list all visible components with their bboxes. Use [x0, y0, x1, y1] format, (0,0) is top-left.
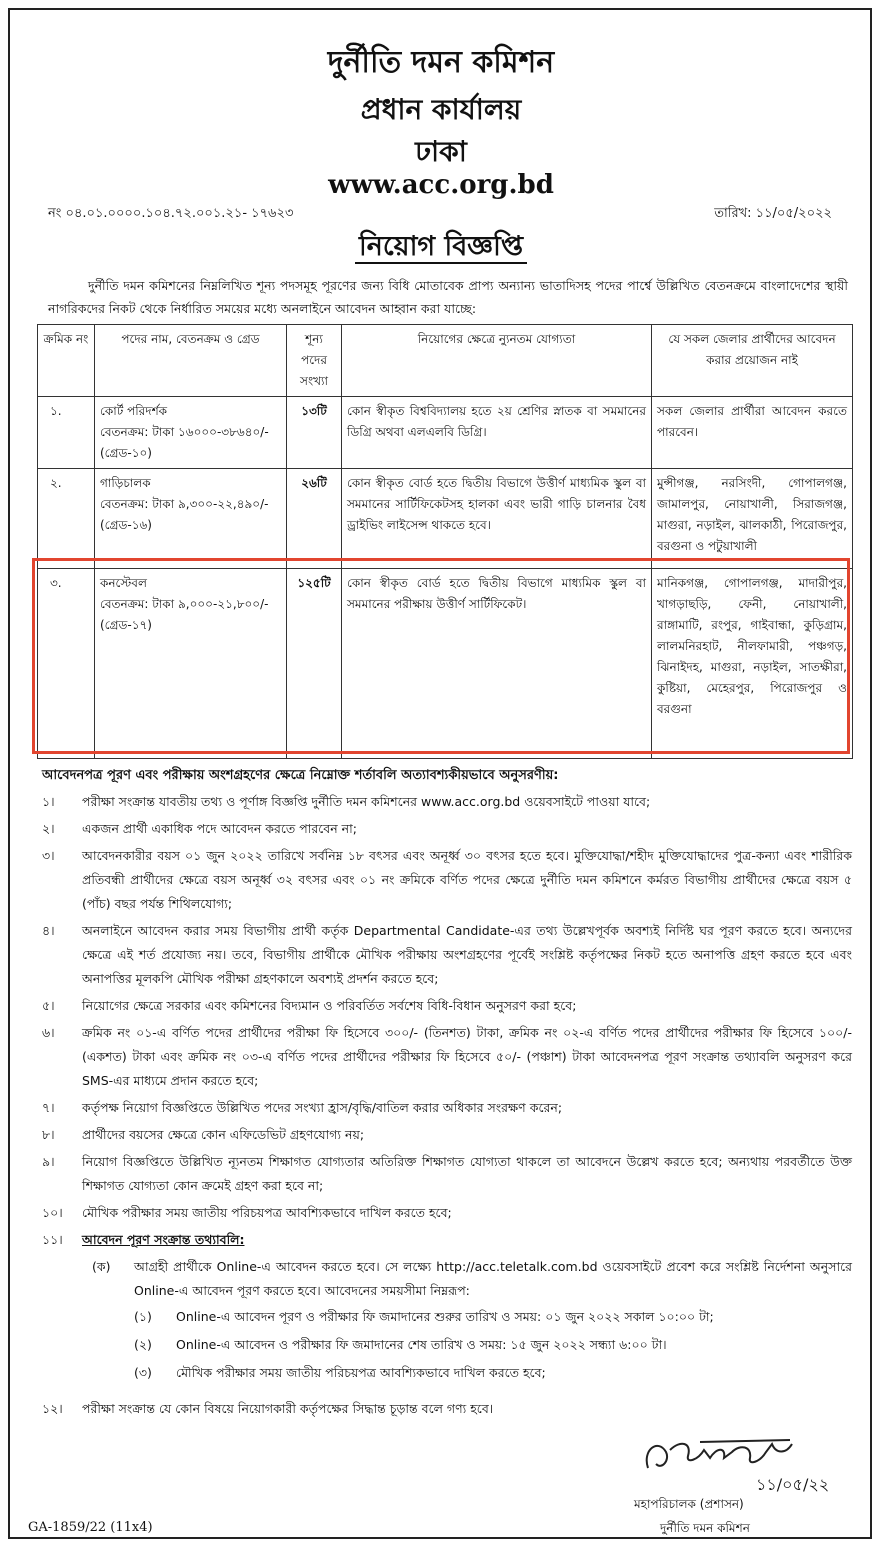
list-item	[42, 1228, 852, 1252]
row-count: ২৬টি	[287, 469, 342, 569]
row-qualification: কোন স্বীকৃত বোর্ড হতে দ্বিতীয় বিভাগে মাধ্যমিক স্কুল বা সমমানের পরীক্ষায় উত্তীর্ণ সার্টিফিকেট।	[342, 569, 652, 759]
sub-item	[134, 1331, 852, 1359]
signatory-org: দুর্নীতি দমন কমিশন	[660, 1521, 750, 1535]
list-item	[42, 1123, 852, 1147]
sub-item	[92, 1255, 852, 1303]
item-text: মৌখিক পরীক্ষার সময় জাতীয় পরিচয়পত্র আবশ্যিকভাবে দাখিল করতে হবে;	[82, 1205, 452, 1220]
list-item	[42, 817, 852, 841]
row-qualification: কোন স্বীকৃত বিশ্ববিদ্যালয় হতে ২য় শ্রেণির স্নাতক বা সমমানের ডিগ্রি অথবা এলএলবি ডিগ্রি।	[342, 397, 652, 469]
sub-item-number: (৩)	[134, 1365, 152, 1380]
designation: মহাপরিচালক (প্রশাসন)	[634, 1497, 744, 1511]
notice-title-text: নিয়োগ বিজ্ঞপ্তি	[355, 231, 527, 264]
table-row	[38, 469, 853, 569]
sub-item-text: Online-এ আবেদন পূরণ ও পরীক্ষার ফি জমাদানের শুরুর তারিখ ও সময়: ০১ জুন ২০২২ সকাল ১০:০০ টা;	[176, 1309, 714, 1324]
city-name: ঢাকা	[415, 135, 467, 168]
item-text: ক্রমিক নং ০১-এ বর্ণিত পদের প্রার্থীদের পরীক্ষা ফি হিসেবে ৩০০/- (তিনশত) টাকা, ক্রমিক নং ০২-এ বর্ণিত পদের প্রার্থীদের পরীক্ষার ফি হিসেবে ১০০/- (একশত) টাকা এবং ক্রমিক নং ০৩-এ বর্ণিত পদের প্রার্থীদের পরীক্ষার ফি হিসেবে ৫০/- (পঞ্চাশ) টাকা আবেদনপত্র পূরণ সংক্রান্ত তথ্যাবলি অনুসরণ করে SMS-এর মাধ্যমে প্রদান করতে হবে;	[82, 1025, 852, 1088]
list-item	[42, 1150, 852, 1198]
item-number: ১২।	[42, 1401, 63, 1416]
header-post: পদের নাম, বেতনক্রম ও গ্রেড	[95, 325, 287, 397]
item-text: নিয়োগের ক্ষেত্রে সরকার এবং কমিশনের বিদ্যমান ও পরিবর্তিত সর্বশেষ বিধি-বিধান অনুসরণ করা হবে;	[82, 998, 577, 1013]
item-number: ৯।	[42, 1154, 55, 1169]
item-number: ২।	[42, 821, 55, 836]
item-text: পরীক্ষা সংক্রান্ত যাবতীয় তথ্য ও পূর্ণাঙ্গ বিজ্ঞপ্তি দুর্নীতি দমন কমিশনের www.acc.org.bd ওয়েবসাইটে পাওয়া যাবে;	[82, 794, 651, 809]
sub-item-number: (১)	[134, 1309, 152, 1324]
post-pay: বেতনক্রম: টাকা ১৬০০০-৩৮৬৪০/- (গ্রেড-১০)	[100, 425, 269, 460]
header-qualification: নিয়োগের ক্ষেত্রে ন্যুনতম যোগ্যতা	[342, 325, 652, 397]
list-item	[42, 790, 852, 814]
row-qualification: কোন স্বীকৃত বোর্ড হতে দ্বিতীয় বিভাগে উত্তীর্ণ মাধ্যমিক স্কুল বা সমমানের সার্টিফিকেটসহ হালকা এবং ভারী গাড়ি চালনার বৈধ ড্রাইভিং লাইসেন্স থাকতে হবে।	[342, 469, 652, 569]
row-count: ১৩টি	[287, 397, 342, 469]
sub-item-text: মৌখিক পরীক্ষার সময় জাতীয় পরিচয়পত্র আবশ্যিকভাবে দাখিল করতে হবে;	[176, 1365, 546, 1380]
sub-item-text: আগ্রহী প্রার্থীকে Online-এ আবেদন করতে হবে। সে লক্ষ্যে http://acc.teletalk.com.bd ওয়েবসাইটে প্রবেশ করে সংশ্লিষ্ট নির্দেশনা অনুসারে Online-এ আবেদন পূরণ করতে হবে। আবেদনের সময়সীমা নিম্নরূপ:	[134, 1259, 852, 1298]
sub-item-number: (ক)	[92, 1259, 111, 1274]
item-text: আবেদন পূরণ সংক্রান্ত তথ্যাবলি:	[82, 1232, 245, 1247]
row-serial: ২.	[38, 469, 95, 569]
conditions-title: আবেদনপত্র পূরণ এবং পরীক্ষায় অংশগ্রহণের ক্ষেত্রে নিম্নোক্ত শর্তাবলি অত্যাবশ্যকীয়ভাবে অনুসরণীয়:	[42, 768, 559, 783]
post-name: গাড়িচালক	[100, 476, 151, 490]
post-pay: বেতনক্রম: টাকা ৯,০০০-২১,৮০০/- (গ্রেড-১৭)	[100, 597, 269, 632]
header-serial: ক্রমিক নং	[38, 325, 95, 397]
table-header-row	[38, 325, 853, 397]
item-text: আবেদনকারীর বয়স ০১ জুন ২০২২ তারিখে সর্বনিম্ন ১৮ বৎসর এবং অনূর্ধ্ব ৩০ বৎসর হতে হবে। মুক্তিযোদ্ধা/শহীদ মুক্তিযোদ্ধাদের পুত্র-কন্যা এবং শারীরিক প্রতিবন্ধী প্রার্থীদের ক্ষেত্রে বয়স অনূর্ধ্ব ৩২ বৎসর এবং ০১ নং ক্রমিকে বর্ণিত পদের ক্ষেত্রে দুর্নীতি দমন কমিশনে কর্মরত বিভাগীয় প্রার্থীদের ক্ষেত্রে বয়স ৫ (পাঁচ) বছর পর্যন্ত শিথিলযোগ্য;	[82, 848, 852, 911]
list-item	[42, 994, 852, 1018]
notice-title	[0, 226, 882, 271]
item-number: ৫।	[42, 998, 55, 1013]
table-row	[38, 397, 853, 469]
list-item	[42, 1201, 852, 1225]
header-count: শূন্য পদের সংখ্যা	[287, 325, 342, 397]
header-districts: যে সকল জেলার প্রার্থীদের আবেদন করার প্রয়োজন নাই	[652, 325, 853, 397]
item-number: ৪।	[42, 923, 55, 938]
item-number: ৬।	[42, 1025, 55, 1040]
sub-item-text: Online-এ আবেদন ও পরীক্ষার ফি জমাদানের শেষ তারিখ ও সময়: ১৫ জুন ২০২২ সন্ধ্যা ৬:০০ টা।	[176, 1337, 667, 1352]
row-post	[95, 397, 287, 469]
ga-code: GA-1859/22 (11x4)	[28, 1520, 153, 1535]
website[interactable]: www.acc.org.bd	[328, 170, 554, 200]
memo-number: নং ০৪.০১.০০০০.১০৪.৭২.০০১.২১- ১৭৬২৩	[48, 206, 294, 221]
notice-date: তারিখ: ১১/০৫/২০২২	[714, 206, 832, 221]
post-pay: বেতনক্রম: টাকা ৯,৩০০-২২,৪৯০/- (গ্রেড-১৬)	[100, 497, 269, 532]
row-post	[95, 469, 287, 569]
signature-date: ১১/০৫/২২	[756, 1475, 830, 1494]
list-item	[42, 844, 852, 916]
row-districts: মানিকগঞ্জ, গোপালগঞ্জ, মাদারীপুর, খাগড়াছড়ি, ফেনী, নোয়াখালী, রাঙ্গামাটি, রংপুর, গাইবান্ধা, কুড়িগ্রাম, লালমনিরহাট, নীলফামারী, পঞ্চগড়, ঝিনাইদহ, মাগুরা, নড়াইল, সাতক্ষীরা, কুষ্টিয়া, মেহেরপুর, পিরোজপুর ও বরগুনা	[652, 569, 853, 759]
sub-item-number: (২)	[134, 1337, 152, 1352]
sub-item	[134, 1303, 852, 1331]
intro-paragraph: দুর্নীতি দমন কমিশনের নিম্নলিখিত শূন্য পদসমূহ পূরণের জন্য বিধি মোতাবেক প্রাপ্য অন্যান্য ভাতাদিসহ পদের পার্শ্বে উল্লিখিত বেতনক্রমে বাংলাদেশের স্থায়ী নাগরিকদের নিকট থেকে নির্ধারিত সময়ের মধ্যে অনলাইনে আবেদন আহ্বান করা যাচ্ছে:	[48, 278, 848, 316]
item-text: অনলাইনে আবেদন করার সময় বিভাগীয় প্রার্থী কর্তৃক Departmental Candidate-এর তথ্য উল্লেখপূর্বক অবশ্যই নির্দিষ্ট ঘর পূরণ করতে হবে। অন্যদের ক্ষেত্রে এই শর্ত প্রযোজ্য নয়। তবে, বিভাগীয় প্রার্থীকে মৌখিক পরীক্ষায় অংশগ্রহণের পূর্বেই সংশ্লিষ্ট কর্তৃপক্ষের নিকট হতে অনাপত্তি গ্রহণ করতে হবে এবং অনাপত্তির মূলকপি মৌখিক পরীক্ষা গ্রহণকালে অবশ্যই প্রদর্শন করতে হবে;	[82, 923, 852, 986]
list-item	[42, 919, 852, 991]
row-serial: ১.	[38, 397, 95, 469]
item-number: ১।	[42, 794, 55, 809]
item-number: ১০।	[42, 1205, 63, 1220]
item-number: ১১।	[42, 1232, 63, 1247]
item-text: একজন প্রার্থী একাধিক পদে আবেদন করতে পারবেন না;	[82, 821, 357, 836]
org-name: দুর্নীতি দমন কমিশন	[327, 45, 555, 80]
row-serial: ৩.	[38, 569, 95, 759]
item-text: নিয়োগ বিজ্ঞপ্তিতে উল্লিখিত ন্যূনতম শিক্ষাগত যোগ্যতার অতিরিক্ত শিক্ষাগত যোগ্যতা থাকলে তা আবেদনে উল্লেখ করতে হবে; অন্যথায় পরবর্তীতে উক্ত শিক্ষাগত যোগ্যতা কোন ক্রমেই গ্রহণ করা হবে না;	[82, 1154, 852, 1193]
row-districts: মুন্সীগঞ্জ, নরসিংদী, গোপালগঞ্জ, জামালপুর, নোয়াখালী, সিরাজগঞ্জ, মাগুরা, নড়াইল, ঝালকাঠী, পিরোজপুর, বরগুনা ও পটুয়াখালী	[652, 469, 853, 569]
list-item	[42, 1021, 852, 1093]
item-number: ৮।	[42, 1127, 55, 1142]
item-text: কর্তৃপক্ষ নিয়োগ বিজ্ঞপ্তিতে উল্লিখিত পদের সংখ্যা হ্রাস/বৃদ্ধি/বাতিল করার অধিকার সংরক্ষণ করেন;	[82, 1100, 563, 1115]
post-name: কনস্টেবল	[100, 576, 147, 590]
list-item	[42, 1397, 852, 1421]
sub-item	[134, 1359, 852, 1387]
row-districts: সকল জেলার প্রার্থীরা আবেদন করতে পারবেন।	[652, 397, 853, 469]
post-name: কোর্ট পরিদর্শক	[100, 404, 168, 418]
item-number: ৭।	[42, 1100, 55, 1115]
item-text: প্রার্থীদের বয়সের ক্ষেত্রে কোন এফিডেভিট গ্রহণযোগ্য নয়;	[82, 1127, 365, 1142]
office-name: প্রধান কার্যালয়	[360, 93, 522, 126]
highlight-box	[32, 558, 850, 754]
conditions-list	[42, 790, 852, 1424]
item-number: ৩।	[42, 848, 55, 863]
row-count: ১২৫টি	[287, 569, 342, 759]
list-item	[42, 1096, 852, 1120]
item-text: পরীক্ষা সংক্রান্ত যে কোন বিষয়ে নিয়োগকারী কর্তৃপক্ষের সিদ্ধান্ত চূড়ান্ত বলে গণ্য হবে।	[82, 1401, 494, 1416]
